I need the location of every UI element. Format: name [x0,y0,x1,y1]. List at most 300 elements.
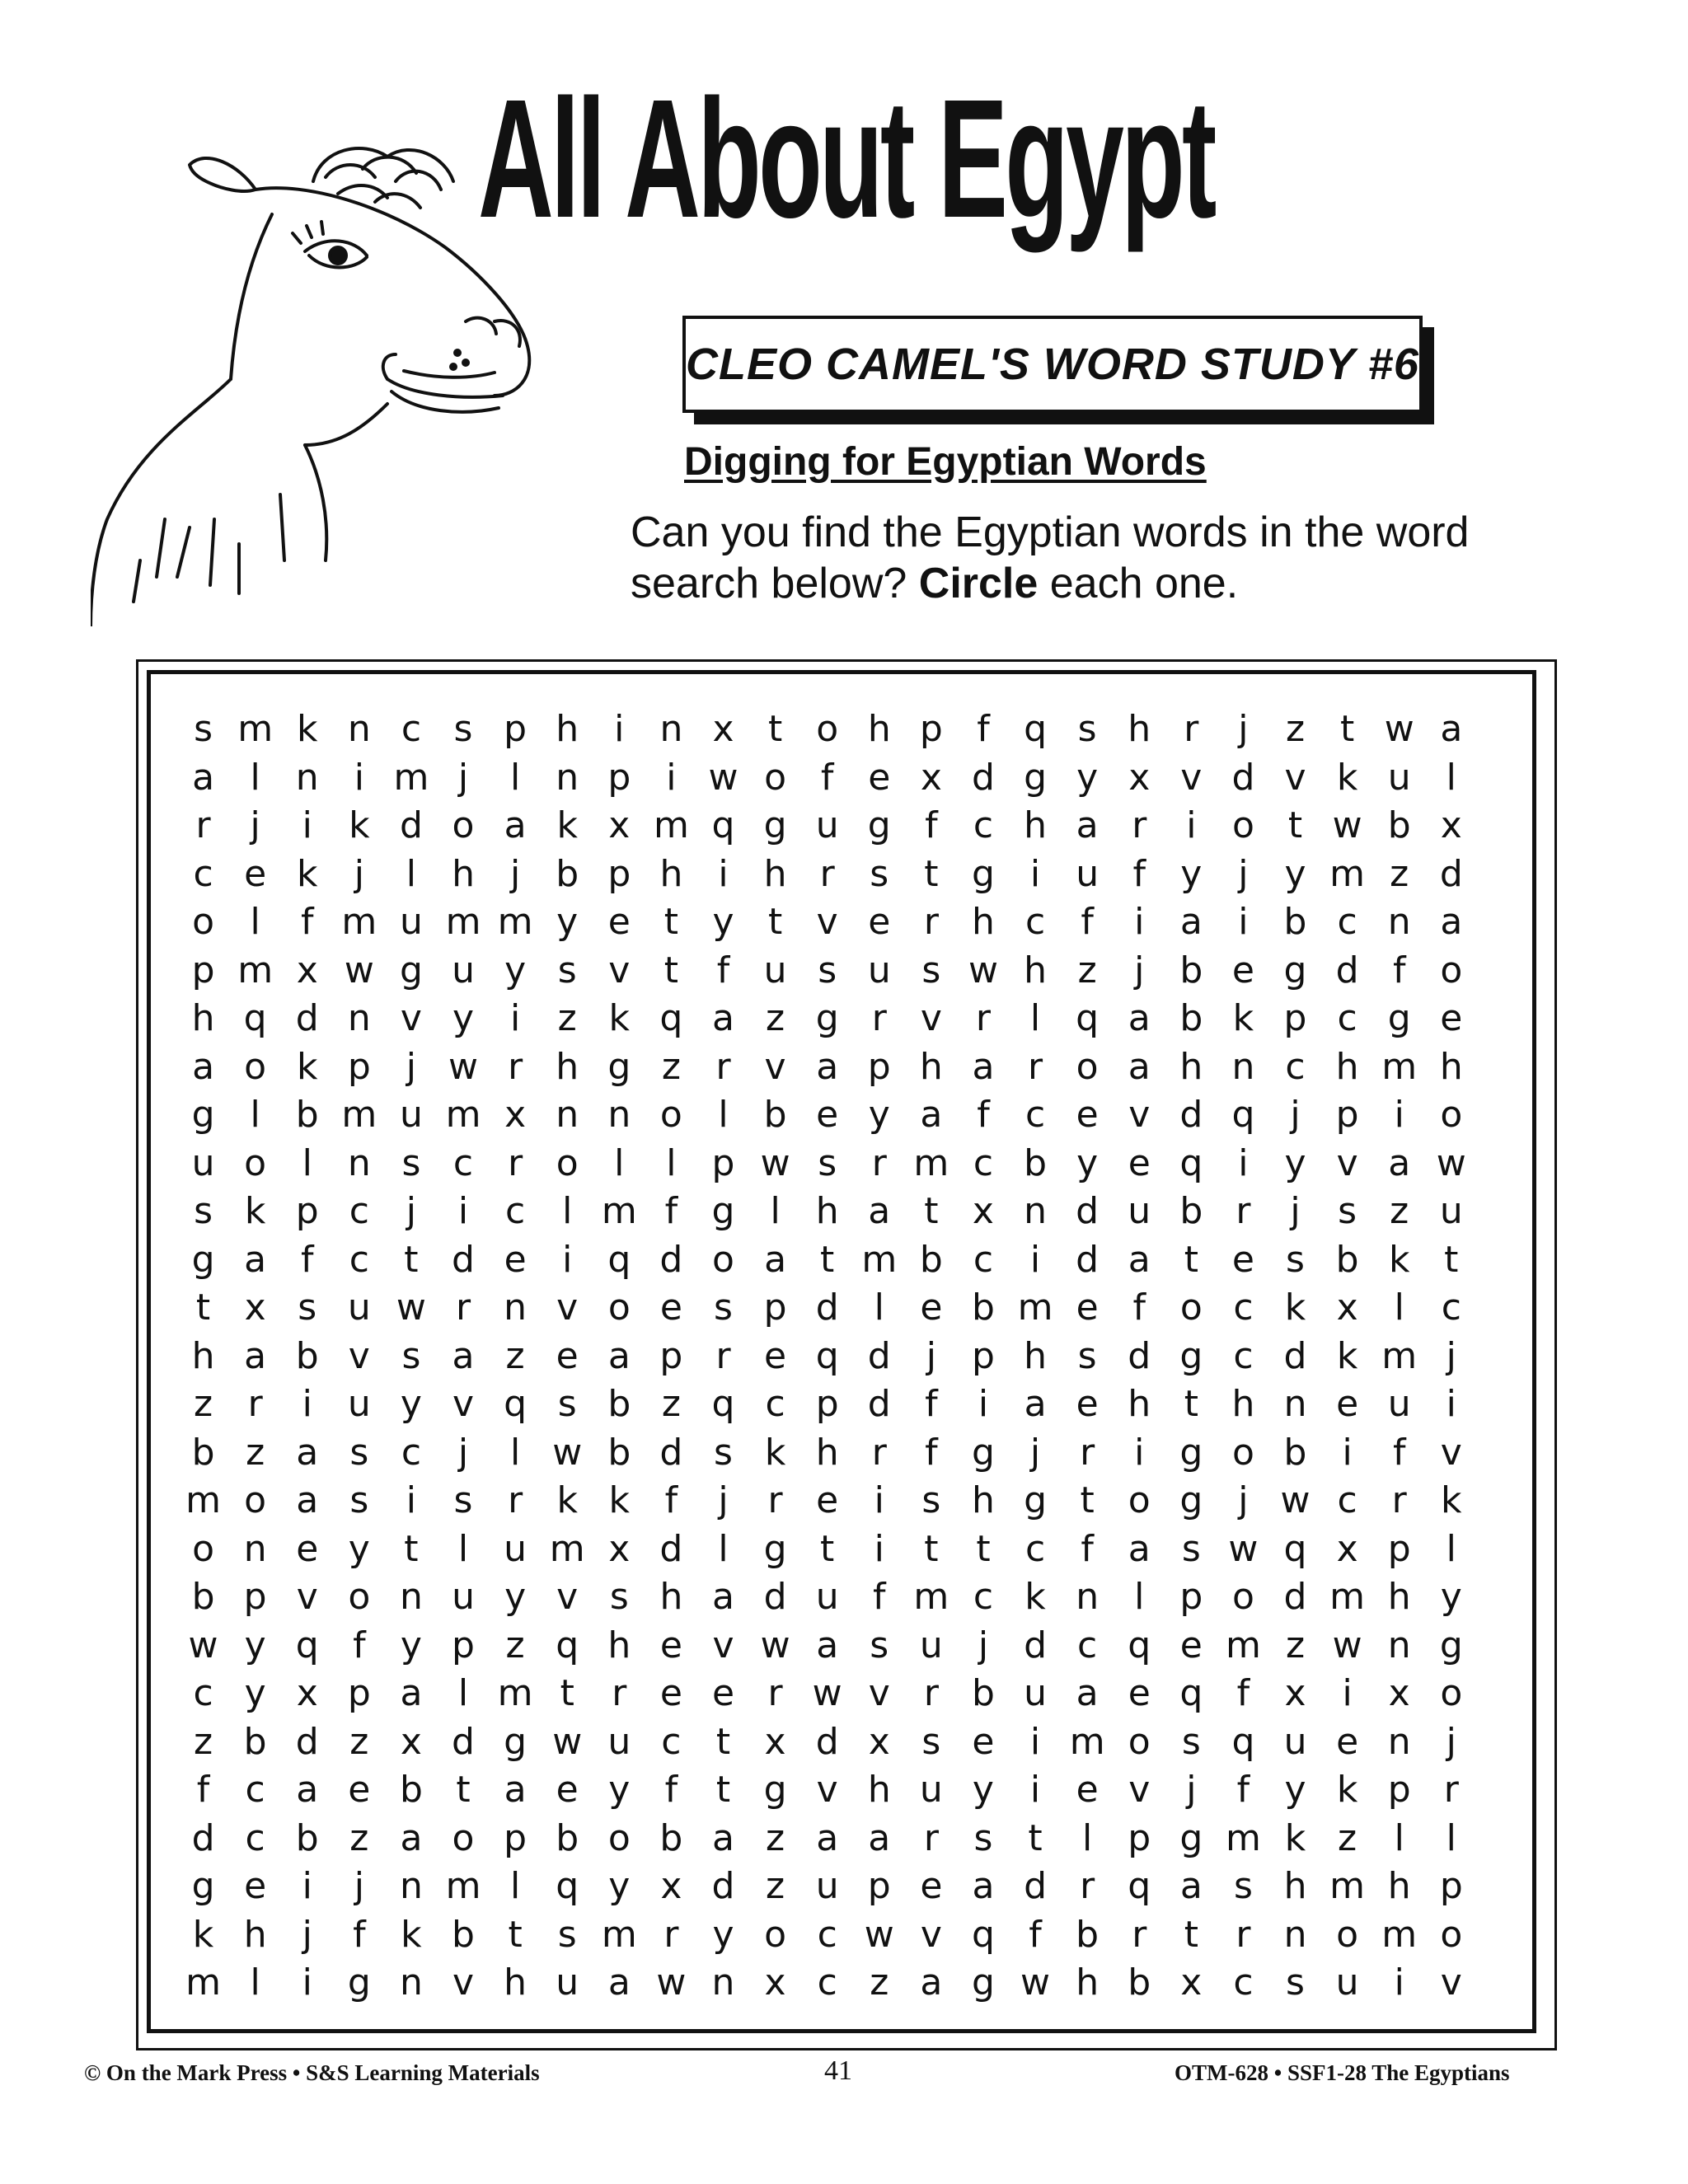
grid-letter[interactable]: e [296,1527,319,1570]
grid-letter[interactable]: m [1329,852,1366,895]
grid-letter[interactable]: x [868,1720,890,1763]
grid-letter[interactable]: o [607,1286,631,1329]
grid-letter[interactable]: o [1440,949,1463,991]
grid-letter[interactable]: b [1283,901,1307,944]
grid-letter[interactable]: p [504,708,528,751]
grid-letter[interactable]: e [868,756,891,799]
grid-letter[interactable]: u [1387,1383,1411,1426]
grid-letter[interactable]: o [659,1094,682,1137]
grid-letter[interactable]: e [816,1479,839,1522]
grid-letter[interactable]: y [244,1624,266,1666]
grid-letter[interactable]: m [1381,1045,1418,1088]
grid-letter[interactable]: r [1080,1431,1095,1474]
grid-letter[interactable]: g [399,949,423,991]
grid-letter[interactable]: d [452,1238,475,1281]
grid-letter[interactable]: s [921,1479,941,1522]
grid-letter[interactable]: q [1128,1865,1151,1908]
grid-letter[interactable]: q [1231,1094,1255,1137]
grid-letter[interactable]: t [1184,1913,1198,1956]
grid-letter[interactable]: n [659,708,683,751]
grid-letter[interactable]: l [250,756,260,799]
grid-letter[interactable]: x [920,756,942,799]
grid-letter[interactable]: f [300,1238,314,1281]
grid-letter[interactable]: a [816,1045,839,1088]
grid-letter[interactable]: j [1238,852,1249,895]
grid-letter[interactable]: h [1128,708,1151,751]
grid-letter[interactable]: p [1335,1094,1359,1137]
grid-letter[interactable]: p [919,708,943,751]
grid-letter[interactable]: p [1439,1865,1463,1908]
grid-letter[interactable]: q [556,1624,579,1666]
grid-letter[interactable]: s [557,949,577,991]
grid-letter[interactable]: i [302,1865,312,1908]
grid-letter[interactable]: r [923,1816,939,1859]
grid-letter[interactable]: u [504,1527,528,1570]
grid-letter[interactable]: y [1076,1141,1099,1184]
grid-letter[interactable]: h [763,852,787,895]
grid-letter[interactable]: n [1231,1045,1255,1088]
grid-letter[interactable]: w [968,949,998,991]
grid-letter[interactable]: m [185,1479,221,1522]
grid-letter[interactable]: c [1337,901,1357,944]
grid-letter[interactable]: k [1388,1238,1410,1281]
grid-letter[interactable]: z [246,1431,265,1474]
grid-letter[interactable]: u [867,949,891,991]
grid-letter[interactable]: a [192,756,215,799]
grid-letter[interactable]: o [244,1479,267,1522]
grid-letter[interactable]: r [1132,1913,1147,1956]
grid-letter[interactable]: k [1441,1479,1462,1522]
grid-letter[interactable]: u [1387,756,1411,799]
grid-letter[interactable]: h [972,901,995,944]
grid-letter[interactable]: v [868,1672,890,1715]
grid-letter[interactable]: w [448,1045,479,1088]
grid-letter[interactable]: r [508,1479,523,1522]
grid-letter[interactable]: a [607,1334,631,1377]
grid-letter[interactable]: m [1381,1334,1418,1377]
grid-letter[interactable]: a [712,1816,734,1859]
grid-letter[interactable]: h [504,1961,528,2004]
grid-letter[interactable]: w [1436,1141,1466,1184]
grid-letter[interactable]: v [400,997,422,1040]
grid-letter[interactable]: h [919,1045,943,1088]
grid-letter[interactable]: e [1076,1286,1099,1329]
grid-letter[interactable]: f [1081,901,1094,944]
grid-letter[interactable]: g [504,1720,528,1763]
grid-letter[interactable]: m [445,1094,481,1137]
grid-letter[interactable]: k [1025,1576,1046,1619]
grid-letter[interactable]: u [399,1094,423,1137]
grid-letter[interactable]: m [1069,1720,1105,1763]
grid-letter[interactable]: j [926,1334,936,1377]
grid-letter[interactable]: j [509,852,521,895]
grid-letter[interactable]: p [867,1865,891,1908]
grid-letter[interactable]: y [608,1769,631,1811]
grid-letter[interactable]: o [764,756,787,799]
grid-letter[interactable]: s [557,1913,577,1956]
grid-letter[interactable]: c [505,1190,526,1233]
grid-letter[interactable]: f [873,1576,886,1619]
grid-letter[interactable]: d [1076,1190,1100,1233]
grid-letter[interactable]: r [923,1672,939,1715]
grid-letter[interactable]: h [659,1576,683,1619]
grid-letter[interactable]: s [349,1479,369,1522]
grid-letter[interactable]: a [452,1334,475,1377]
grid-letter[interactable]: i [1342,1431,1353,1474]
grid-letter[interactable]: l [457,1527,469,1570]
grid-letter[interactable]: a [920,1094,943,1137]
grid-letter[interactable]: s [1077,708,1097,751]
grid-letter[interactable]: k [296,852,318,895]
grid-letter[interactable]: r [195,804,211,847]
grid-letter[interactable]: q [659,997,683,1040]
grid-letter[interactable]: r [767,1672,783,1715]
grid-letter[interactable]: i [666,756,677,799]
grid-letter[interactable]: c [245,1769,265,1811]
grid-letter[interactable]: h [1231,1383,1255,1426]
grid-letter[interactable]: f [925,1383,938,1426]
grid-letter[interactable]: l [250,1961,260,2004]
grid-letter[interactable]: b [607,1383,631,1426]
grid-letter[interactable]: h [191,1334,215,1377]
grid-letter[interactable]: a [400,1672,423,1715]
grid-letter[interactable]: b [1179,949,1203,991]
grid-letter[interactable]: h [1283,1865,1307,1908]
grid-letter[interactable]: w [188,1624,218,1666]
grid-letter[interactable]: k [296,708,318,751]
grid-letter[interactable]: a [1076,804,1099,847]
grid-letter[interactable]: l [718,1094,729,1137]
grid-letter[interactable]: x [608,1527,631,1570]
grid-letter[interactable]: e [1179,1624,1203,1666]
grid-letter[interactable]: e [711,1672,735,1715]
grid-letter[interactable]: j [978,1624,989,1666]
grid-letter[interactable]: d [971,756,995,799]
grid-letter[interactable]: f [977,708,990,751]
grid-letter[interactable]: f [353,1913,366,1956]
grid-letter[interactable]: w [552,1720,583,1763]
grid-letter[interactable]: d [452,1720,475,1763]
grid-letter[interactable]: o [192,1527,214,1570]
grid-letter[interactable]: x [244,1286,266,1329]
grid-letter[interactable]: j [354,852,364,895]
grid-letter[interactable]: c [1285,1045,1306,1088]
grid-letter[interactable]: b [191,1576,215,1619]
grid-letter[interactable]: h [1024,804,1047,847]
grid-letter[interactable]: i [406,1479,417,1522]
grid-letter[interactable]: f [1029,1913,1042,1956]
grid-letter[interactable]: v [348,1334,370,1377]
grid-letter[interactable]: i [1134,901,1145,944]
grid-letter[interactable]: l [666,1141,677,1184]
grid-letter[interactable]: q [971,1913,995,1956]
grid-letter[interactable]: g [971,1431,995,1474]
grid-letter[interactable]: g [711,1190,735,1233]
grid-letter[interactable]: j [457,1431,469,1474]
grid-letter[interactable]: e [556,1769,579,1811]
grid-letter[interactable]: f [664,1190,678,1233]
grid-letter[interactable]: m [1225,1816,1261,1859]
grid-letter[interactable]: q [1231,1720,1255,1763]
grid-letter[interactable]: g [1283,949,1307,991]
grid-letter[interactable]: d [711,1865,735,1908]
grid-letter[interactable]: o [1128,1479,1151,1522]
grid-letter[interactable]: s [921,1720,941,1763]
grid-letter[interactable]: q [556,1865,579,1908]
grid-letter[interactable]: a [712,1576,734,1619]
grid-letter[interactable]: t [663,949,679,991]
grid-letter[interactable]: r [715,1045,731,1088]
grid-letter[interactable]: k [1336,1334,1358,1377]
grid-letter[interactable]: c [1337,1479,1357,1522]
grid-letter[interactable]: a [1440,901,1463,944]
grid-letter[interactable]: f [1236,1672,1250,1715]
grid-letter[interactable]: t [663,901,679,944]
grid-letter[interactable]: d [1283,1334,1307,1377]
grid-letter[interactable]: b [1179,1190,1203,1233]
grid-letter[interactable]: s [1181,1527,1201,1570]
grid-letter[interactable]: h [452,852,475,895]
grid-letter[interactable]: w [1384,708,1414,751]
grid-letter[interactable]: i [302,1961,312,2004]
grid-letter[interactable]: l [874,1286,884,1329]
grid-letter[interactable]: s [921,949,941,991]
grid-letter[interactable]: u [919,1769,943,1811]
grid-letter[interactable]: a [712,997,734,1040]
grid-letter[interactable]: l [302,1141,312,1184]
grid-letter[interactable]: g [191,1094,215,1137]
grid-letter[interactable]: p [347,1045,371,1088]
grid-letter[interactable]: s [557,1383,577,1426]
grid-letter[interactable]: w [760,1141,790,1184]
grid-letter[interactable]: v [608,949,631,991]
grid-letter[interactable]: a [816,1624,839,1666]
grid-letter[interactable]: d [815,1720,839,1763]
grid-letter[interactable]: m [1017,1286,1053,1329]
grid-letter[interactable]: r [1132,804,1147,847]
grid-letter[interactable]: u [815,1865,839,1908]
grid-letter[interactable]: r [508,1141,523,1184]
grid-letter[interactable]: i [354,756,364,799]
grid-letter[interactable]: y [504,949,527,991]
grid-letter[interactable]: n [347,708,371,751]
grid-letter[interactable]: n [607,1094,631,1137]
grid-letter[interactable]: a [1388,1141,1411,1184]
grid-letter[interactable]: c [349,1238,369,1281]
grid-letter[interactable]: j [718,1479,729,1522]
grid-letter[interactable]: r [612,1672,627,1715]
grid-letter[interactable]: m [601,1190,637,1233]
grid-letter[interactable]: c [1233,1286,1254,1329]
grid-letter[interactable]: v [1336,1141,1358,1184]
grid-letter[interactable]: c [401,1431,422,1474]
grid-letter[interactable]: g [607,1045,631,1088]
grid-letter[interactable]: n [1283,1383,1307,1426]
grid-letter[interactable]: k [608,1479,631,1522]
grid-letter[interactable]: h [556,1045,579,1088]
grid-letter[interactable]: n [347,997,371,1040]
grid-letter[interactable]: u [452,1576,475,1619]
grid-letter[interactable]: t [767,708,783,751]
grid-letter[interactable]: r [455,1286,471,1329]
grid-letter[interactable]: a [868,1190,891,1233]
grid-letter[interactable]: h [1387,1865,1411,1908]
grid-letter[interactable]: o [1128,1720,1151,1763]
grid-letter[interactable]: f [925,804,938,847]
grid-letter[interactable]: n [347,1141,371,1184]
grid-letter[interactable]: f [1236,1769,1250,1811]
grid-letter[interactable]: b [1335,1238,1359,1281]
grid-letter[interactable]: s [1233,1865,1253,1908]
grid-letter[interactable]: h [867,708,891,751]
grid-letter[interactable]: e [659,1624,682,1666]
grid-letter[interactable]: i [874,1527,884,1570]
grid-letter[interactable]: x [1336,1527,1358,1570]
grid-letter[interactable]: u [1076,852,1100,895]
grid-letter[interactable]: c [765,1383,785,1426]
grid-letter[interactable]: e [244,852,267,895]
grid-letter[interactable]: k [1336,756,1358,799]
grid-letter[interactable]: u [191,1141,215,1184]
grid-letter[interactable]: s [714,1286,733,1329]
grid-letter[interactable]: l [1394,1286,1404,1329]
grid-letter[interactable]: t [560,1672,574,1715]
grid-letter[interactable]: m [1329,1576,1366,1619]
grid-letter[interactable]: f [1132,1286,1146,1329]
grid-letter[interactable]: d [295,997,319,1040]
grid-letter[interactable]: n [399,1865,423,1908]
grid-letter[interactable]: q [711,804,735,847]
grid-letter[interactable]: v [920,997,942,1040]
grid-letter[interactable]: t [976,1527,991,1570]
grid-letter[interactable]: y [1284,1141,1306,1184]
grid-letter[interactable]: j [1290,1190,1301,1233]
grid-letter[interactable]: i [1394,1961,1404,2004]
grid-letter[interactable]: x [608,804,631,847]
grid-letter[interactable]: j [1446,1334,1456,1377]
grid-letter[interactable]: d [763,1576,787,1619]
grid-letter[interactable]: s [349,1431,369,1474]
grid-letter[interactable]: a [400,1816,423,1859]
grid-letter[interactable]: e [659,1672,682,1715]
grid-letter[interactable]: n [711,1961,735,2004]
grid-letter[interactable]: a [816,1816,839,1859]
grid-letter[interactable]: v [296,1576,318,1619]
grid-letter[interactable]: m [445,1865,481,1908]
grid-letter[interactable]: a [607,1961,631,2004]
grid-letter[interactable]: p [347,1672,371,1715]
grid-letter[interactable]: y [1076,756,1099,799]
grid-letter[interactable]: e [1128,1672,1151,1715]
grid-letter[interactable]: w [1332,1624,1362,1666]
grid-letter[interactable]: a [244,1238,267,1281]
grid-letter[interactable]: z [1285,1624,1306,1666]
grid-letter[interactable]: q [1179,1672,1203,1715]
grid-letter[interactable]: t [508,1913,523,1956]
grid-letter[interactable]: p [763,1286,787,1329]
grid-letter[interactable]: t [820,1238,835,1281]
grid-letter[interactable]: o [1440,1094,1463,1137]
grid-letter[interactable]: n [1076,1576,1100,1619]
grid-letter[interactable]: n [1024,1190,1047,1233]
grid-letter[interactable]: s [1286,1961,1305,2004]
grid-letter[interactable]: r [508,1045,523,1088]
grid-letter[interactable]: g [1179,1431,1203,1474]
grid-letter[interactable]: t [1339,708,1355,751]
grid-letter[interactable]: r [1236,1190,1251,1233]
grid-letter[interactable]: e [348,1769,371,1811]
grid-letter[interactable]: q [243,997,267,1040]
grid-letter[interactable]: r [871,997,887,1040]
grid-letter[interactable]: s [714,1431,733,1474]
grid-letter[interactable]: o [244,1045,267,1088]
grid-letter[interactable]: i [1134,1431,1145,1474]
grid-letter[interactable]: m [1329,1865,1366,1908]
grid-letter[interactable]: g [971,1961,995,2004]
grid-letter[interactable]: q [1076,997,1100,1040]
grid-letter[interactable]: d [1076,1238,1100,1281]
grid-letter[interactable]: u [1283,1720,1307,1763]
grid-letter[interactable]: b [295,1334,319,1377]
grid-letter[interactable]: l [406,852,417,895]
grid-letter[interactable]: t [1184,1383,1198,1426]
grid-letter[interactable]: o [1440,1913,1463,1956]
grid-letter[interactable]: i [874,1479,884,1522]
grid-letter[interactable]: n [243,1527,267,1570]
grid-letter[interactable]: a [1179,1865,1203,1908]
grid-letter[interactable]: e [1076,1383,1099,1426]
grid-letter[interactable]: u [399,901,423,944]
grid-letter[interactable]: e [1440,997,1463,1040]
grid-letter[interactable]: s [1077,1334,1097,1377]
grid-letter[interactable]: j [457,756,469,799]
grid-letter[interactable]: o [452,1816,475,1859]
grid-letter[interactable]: t [1287,804,1303,847]
grid-letter[interactable]: i [718,852,729,895]
grid-letter[interactable]: u [815,1576,839,1619]
grid-letter[interactable]: u [1024,1672,1047,1715]
grid-letter[interactable]: y [1440,1576,1462,1619]
grid-letter[interactable]: t [1184,1238,1198,1281]
grid-letter[interactable]: c [1233,1334,1254,1377]
grid-letter[interactable]: g [1179,1816,1203,1859]
grid-letter[interactable]: p [1179,1576,1203,1619]
grid-letter[interactable]: q [815,1334,839,1377]
grid-letter[interactable]: s [1338,1190,1357,1233]
grid-letter[interactable]: k [349,804,370,847]
grid-letter[interactable]: v [556,1286,579,1329]
grid-letter[interactable]: z [661,1045,681,1088]
grid-letter[interactable]: a [1440,708,1463,751]
grid-letter[interactable]: e [764,1334,787,1377]
grid-letter[interactable]: c [1233,1961,1254,2004]
grid-letter[interactable]: z [661,1383,681,1426]
grid-letter[interactable]: v [816,1769,838,1811]
grid-letter[interactable]: q [1128,1624,1151,1666]
grid-letter[interactable]: q [1179,1141,1203,1184]
grid-letter[interactable]: f [196,1769,210,1811]
grid-letter[interactable]: h [607,1624,631,1666]
grid-letter[interactable]: f [1392,949,1406,991]
grid-letter[interactable]: b [295,1816,319,1859]
grid-letter[interactable]: e [1336,1720,1359,1763]
grid-letter[interactable]: z [766,1816,785,1859]
grid-letter[interactable]: c [973,1141,994,1184]
grid-letter[interactable]: n [1387,1720,1411,1763]
grid-letter[interactable]: m [393,756,429,799]
grid-letter[interactable]: i [1029,1769,1041,1811]
grid-letter[interactable]: z [1390,1190,1409,1233]
